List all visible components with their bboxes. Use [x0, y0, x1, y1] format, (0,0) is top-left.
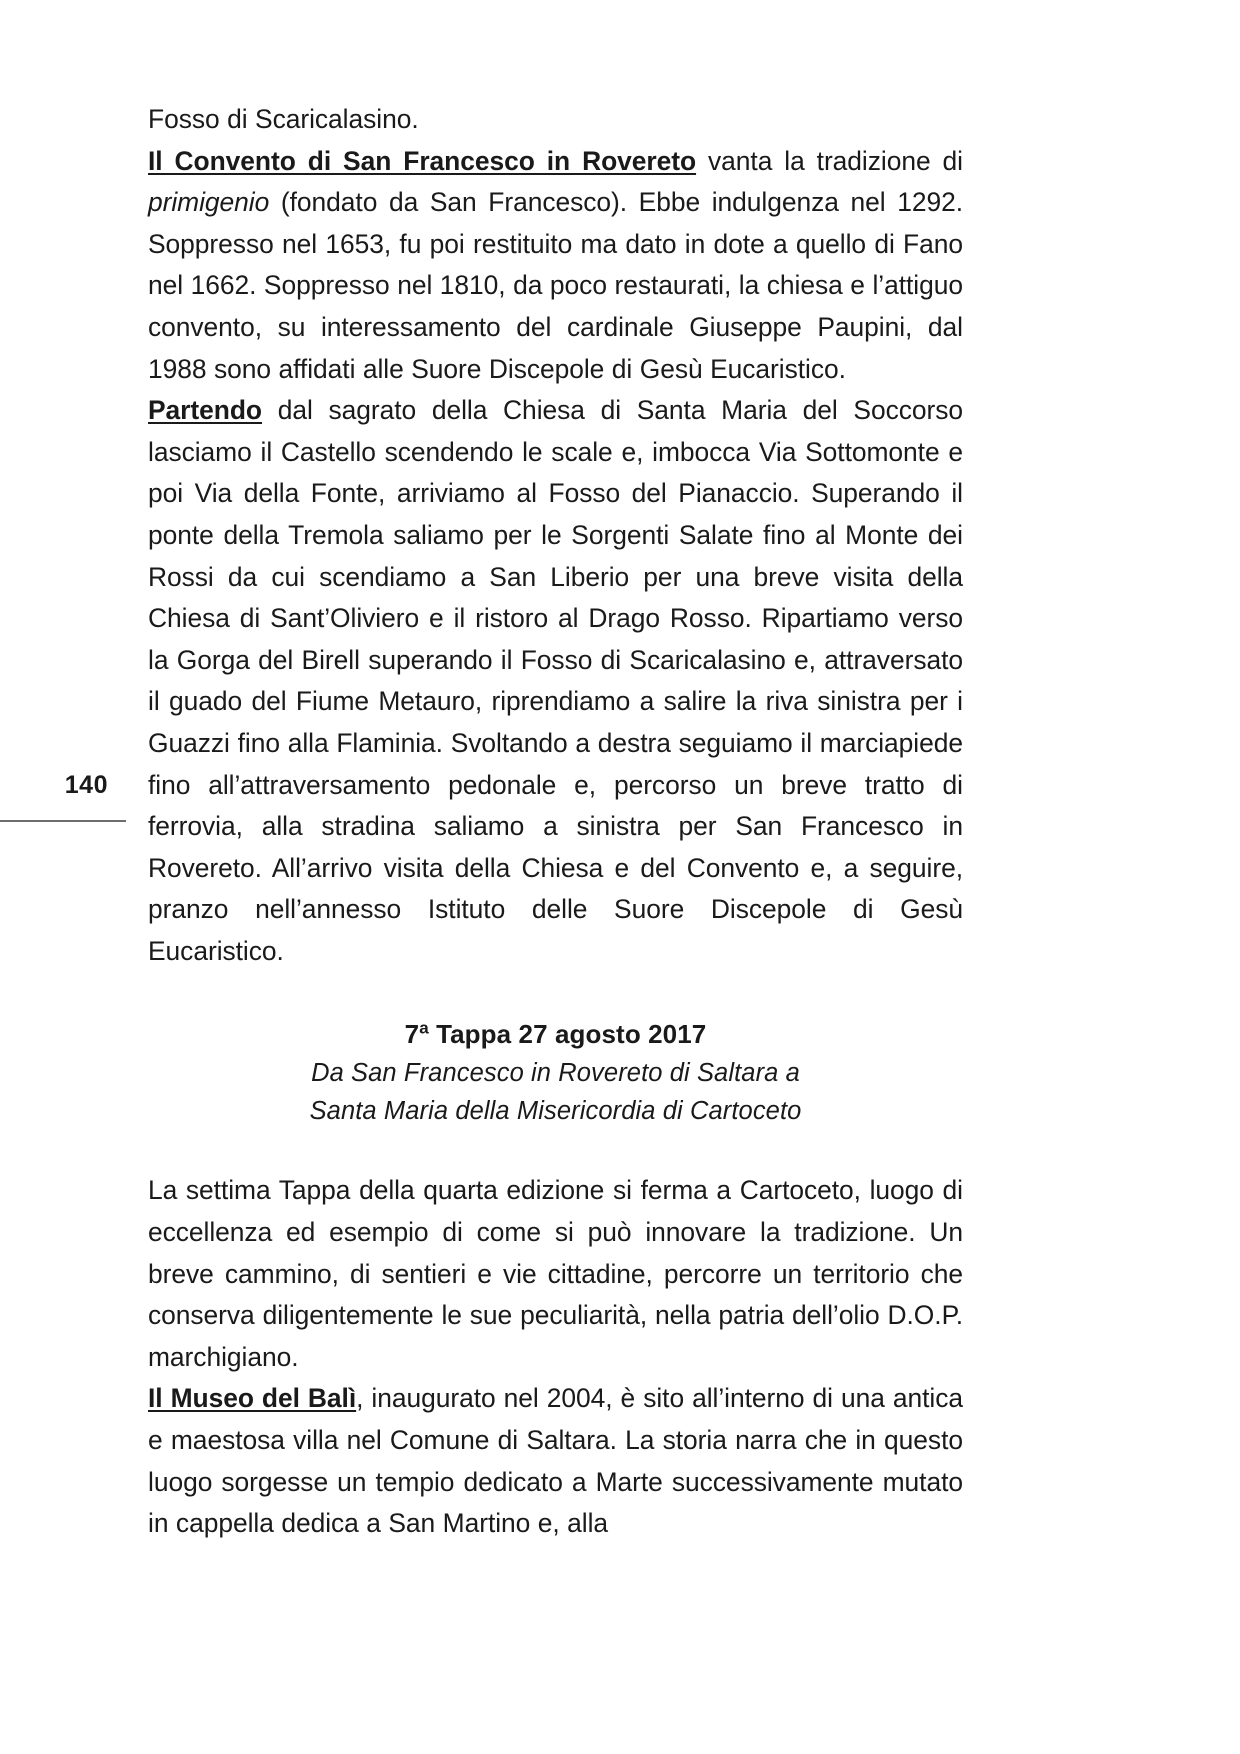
page-number: 140 — [64, 771, 108, 799]
paragraph-4-text: , inaugurato nel 2004, è sito all’interno di una antica e maestosa villa nel Comune di Saltara. La storia narra che in questo luogo sorgesse un tempio dedicato a Marte successivamente mutato in cappella dedica a San Martino e, alla — [148, 1383, 963, 1539]
page-folio-block — [0, 773, 126, 822]
stage-ordinal-number: 7 — [404, 1019, 420, 1050]
paragraph-itinerary-partendo — [148, 390, 963, 972]
stage-title — [148, 1014, 963, 1054]
paragraph-2-text: dal sagrato della Chiesa di Santa Maria del Soccorso lasciamo il Castello scendendo le scale e, imbocca Via Sottomonte e poi Via della Fonte, arriviamo al Fosso del Pianaccio. Superando il ponte della Tremola saliamo per le Sorgenti Salate fino al Monte dei Rossi da cui scendiamo a San Liberio per una breve visita della Chiesa di Sant’Oliviero e il ristoro al Drago Rosso. Ripartiamo verso la Gorga del Birell superando il Fosso di Scaricalasino e, attraversato il guado del Fiume Metauro, riprendiamo a salire la riva sinistra per i Guazzi fino alla Flaminia. Svoltando a destra seguiamo il marciapiede fino all’attraversamento pedonale e, percorso un breve tratto di ferrovia, alla stradina saliamo a sinistra per San Francesco in Rovereto. All’arrivo visita della Chiesa e del Convento e, a seguire, pranzo nell’annesso Istituto delle Suore Discepole di Gesù Eucaristico. — [148, 395, 963, 966]
lead-in-convento: Il Convento di San Francesco in Rovereto — [148, 145, 697, 176]
paragraph-museo-del-bali — [148, 1378, 963, 1544]
folio-divider-rule — [0, 820, 126, 822]
stage-heading-block — [148, 1014, 963, 1130]
emphasis-primigenio: primigenio — [148, 187, 270, 218]
text-column — [148, 99, 963, 1545]
lead-in-museo-del-bali: Il Museo del Balì — [148, 1383, 357, 1414]
stage-ordinal-suffix: a — [419, 1018, 429, 1038]
stage-subtitle-line-1: Da San Francesco in Rovereto di Saltara a — [311, 1059, 800, 1088]
paragraph-1-text-part-1: vanta la tradizione di — [696, 145, 963, 176]
heading-spacer — [148, 1130, 963, 1170]
stage-subtitle-line-2: Santa Maria della Misericordia di Cartoceto — [309, 1097, 802, 1126]
paragraph-convento-san-francesco — [148, 99, 963, 390]
stage-title-rest: Tappa 27 agosto 2017 — [428, 1019, 707, 1050]
lead-in-partendo: Partendo — [148, 395, 262, 426]
paragraph-1-text-part-2: (fondato da San Francesco). Ebbe indulgenza nel 1292. Soppresso nel 1653, fu poi restituito ma dato in dote a quello di Fano nel 1662. Soppresso nel 1810, da poco restaurati, la chiesa e l’attiguo convento, su interessamento del cardinale Giuseppe Paupini, dal 1988 sono affidati alle Suore Discepole di Gesù Eucaristico. — [148, 187, 963, 384]
paragraph-settima-tappa-intro: La settima Tappa della quarta edizione si ferma a Cartoceto, luogo di eccellenza ed esempio di come si può innovare la tradizione. Un breve cammino, di sentieri e vie cittadine, percorre un territorio che conserva diligentemente le sue peculiarità, nella patria dell’olio D.O.P. marchigiano. — [148, 1175, 963, 1372]
continuation-sentence: Fosso di Scaricalasino. — [148, 104, 419, 134]
